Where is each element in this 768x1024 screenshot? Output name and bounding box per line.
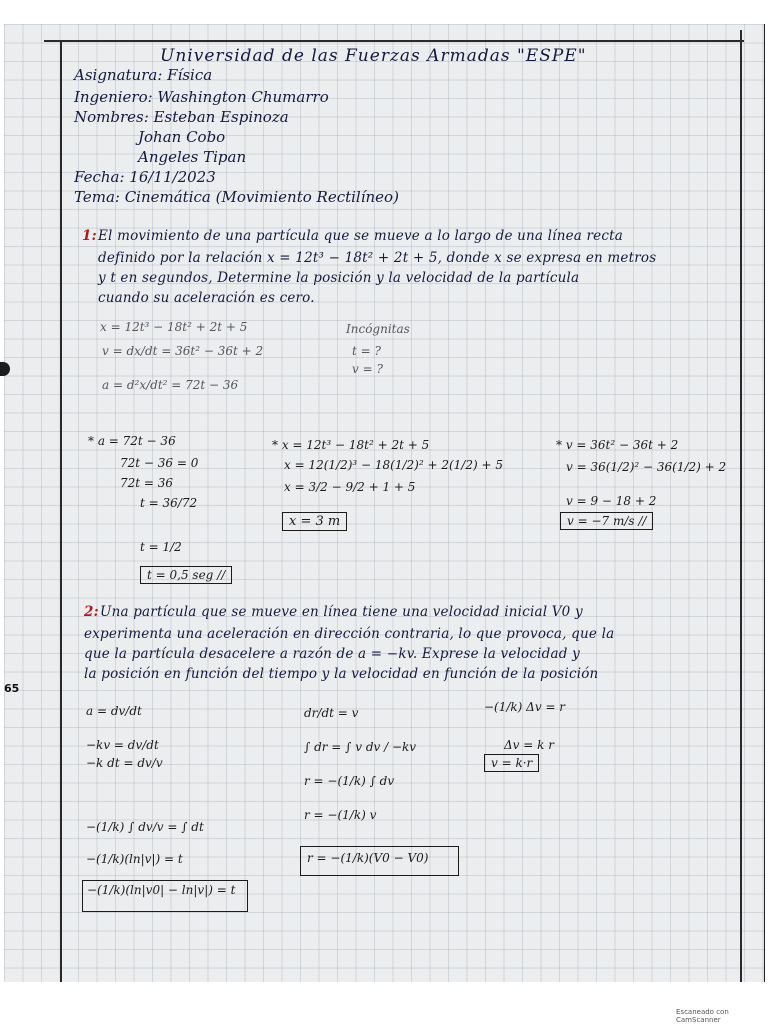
solution-step: v = 36(1/2)² − 36(1/2) + 2 [566,460,727,474]
problem-text-line: la posición en función del tiempo y la velocidad en función de la posición [84,666,599,682]
solution-step: x = 3/2 − 9/2 + 1 + 5 [284,480,416,494]
problem-text-line: cuando su aceleración es cero. [98,290,315,306]
solution-step: t = 36/72 [140,496,198,510]
problem-text-line: y t en segundos, Determine la posición y la velocidad de la partícula [98,270,580,286]
problem-text-line: El movimiento de una partícula que se mueve a lo largo de una línea recta [98,228,623,244]
solution-step: ∫ dr = ∫ v dv / −kv [304,740,417,754]
unknown-item: t = ? [352,344,381,358]
solution-step: a = dv/dt [86,704,142,718]
velocity-result-box: v = −7 m/s // [560,512,653,530]
solution-step: −kv = dv/dt [86,738,159,752]
solution-step: 72t = 36 [120,476,174,490]
problem-text-line: que la partícula desacelere a razón de a = −kv. Exprese la velocidad y [84,646,580,662]
time-result-box: t = 0,5 seg // [140,566,232,584]
topic-line: Tema: Cinemática (Movimiento Rectilíneo) [74,188,399,206]
left-margin-line [60,42,62,982]
solution-step: −(1/k) ∫ dv/v = ∫ dt [86,820,204,834]
engineer-line: Ingeniero: Washington Chumarro [74,88,329,106]
date-line: Fecha: 16/11/2023 [74,168,216,186]
solution-step: t = 1/2 [140,540,182,554]
problem-number: 1: [82,228,97,244]
unknowns-label: Incógnitas [346,322,410,336]
position-result-box: x = 3 m [282,512,347,531]
solution-step: −(1/k) Δv = r [484,700,566,714]
solution-step: −(1/k)(ln|v|) = t [86,852,183,866]
solution-step: * x = 12t³ − 18t² + 2t + 5 [272,438,430,452]
names-line: Angeles Tipan [138,148,247,166]
right-margin-line [740,30,742,982]
solution-step: * a = 72t − 36 [88,434,176,448]
problem-text-line: experimenta una aceleración en dirección contraria, lo que provoca, que la [84,626,615,642]
given-equation: x = 12t³ − 18t² + 2t + 5 [100,320,248,334]
solution-step: dr/dt = v [304,706,359,720]
problem-text-line: definido por la relación x = 12t³ − 18t² + 2t + 5, donde x se expresa en metros [98,250,657,266]
solution-step: Δv = k r [504,738,554,752]
scanner-watermark: Escaneado con CamScanner [676,1008,729,1024]
problem-number: 2: [84,604,99,620]
names-line: Nombres: Esteban Espinoza [74,108,289,126]
solution-step: v = 9 − 18 + 2 [566,494,657,508]
problem2-result-box-2: r = −(1/k)(V0 − V0) [300,846,459,876]
side-page-mark: 65 [4,682,20,695]
problem-text-line: Una partícula que se mueve en línea tiene una velocidad inicial V0 y [100,604,583,620]
problem2-result-box-3: v = k·r [484,754,539,772]
solution-step: 72t − 36 = 0 [120,456,199,470]
top-margin-line [44,40,744,42]
problem2-result-box-1: −(1/k)(ln|v0| − ln|v|) = t [82,880,248,912]
given-equation: a = d²x/dt² = 72t − 36 [102,378,239,392]
solution-step: * v = 36t² − 36t + 2 [556,438,679,452]
solution-step: x = 12(1/2)³ − 18(1/2)² + 2(1/2) + 5 [284,458,503,472]
solution-step: −k dt = dv/v [86,756,163,770]
university-title: Universidad de las Fuerzas Armadas "ESPE" [160,46,587,66]
unknown-item: v = ? [352,362,383,376]
names-line: Johan Cobo [138,128,226,146]
subject-line: Asignatura: Física [74,66,213,84]
solution-step: r = −(1/k) v [304,808,377,822]
given-equation: v = dx/dt = 36t² − 36t + 2 [102,344,264,358]
solution-step: r = −(1/k) ∫ dv [304,774,395,788]
